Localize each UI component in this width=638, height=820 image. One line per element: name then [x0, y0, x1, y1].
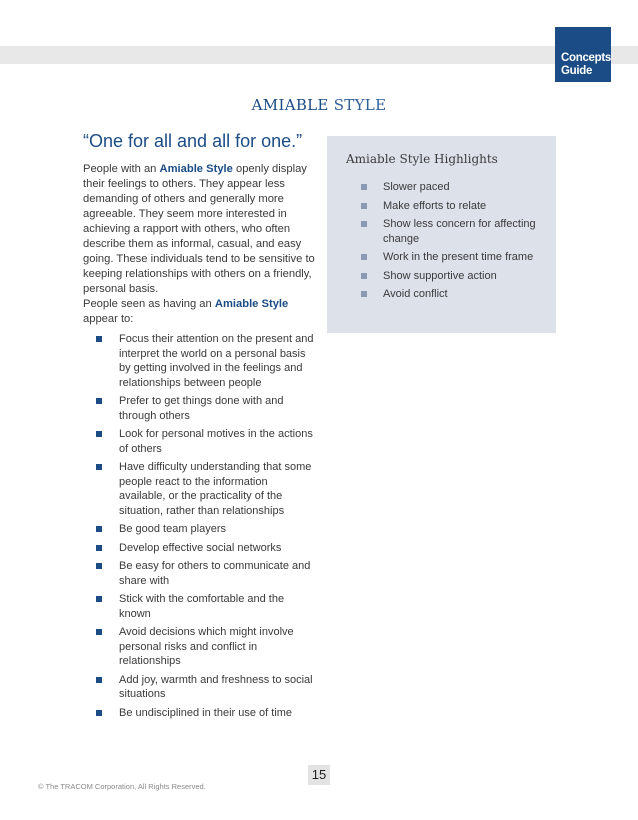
- lead-emphasis: Amiable Style: [214, 298, 289, 310]
- list-item-text: Develop effective social networks: [119, 541, 282, 554]
- list-item-text: Be good team players: [119, 523, 227, 535]
- bullet-icon: [96, 398, 102, 404]
- highlight-text: Slower paced: [383, 181, 450, 193]
- list-item: [96, 394, 316, 423]
- bullet-icon: [96, 464, 102, 470]
- page-title: [0, 96, 638, 114]
- highlight-text: Work in the present time frame: [383, 251, 534, 263]
- highlight-item: [361, 287, 546, 302]
- list-item: [96, 625, 316, 669]
- header-band: [0, 46, 638, 64]
- bullet-icon: [361, 203, 367, 209]
- quote-heading: “One for all and all for one.”: [83, 131, 303, 151]
- list-item: [96, 673, 316, 702]
- page-title-part-2: STYLE: [328, 96, 387, 114]
- highlight-text: Avoid conflict: [383, 288, 448, 300]
- bullet-icon: [96, 526, 102, 532]
- list-item: [96, 592, 316, 621]
- lead-before: People seen as having an: [83, 298, 215, 310]
- intro-emphasis: Amiable Style: [159, 163, 233, 175]
- concepts-guide-tab: [555, 27, 611, 82]
- page-title-part-1: AMIABLE: [251, 96, 329, 114]
- bullet-icon: [361, 184, 367, 190]
- list-item-text: Have difficulty understanding that some people react to the information available, or the practicality of the situation, rather than relationships: [119, 461, 312, 517]
- list-item: [96, 427, 316, 456]
- bullet-icon: [361, 221, 367, 227]
- highlights-list: [361, 180, 546, 306]
- highlights-box: [327, 136, 556, 333]
- highlight-item: [361, 199, 546, 214]
- tab-line-1: Concepts: [561, 52, 611, 64]
- highlight-text: Show supportive action: [383, 269, 497, 282]
- page-number: 15: [308, 765, 330, 785]
- list-item: [96, 559, 316, 588]
- highlight-item: [361, 217, 546, 246]
- bullet-icon: [96, 677, 102, 683]
- bullet-icon: [96, 431, 102, 437]
- bullet-icon: [96, 545, 102, 551]
- bullet-icon: [96, 336, 102, 342]
- list-item-text: Look for personal motives in the actions of others: [119, 428, 313, 455]
- lead-after: appear to:: [83, 313, 134, 325]
- list-item-text: Be undisciplined in their use of time: [119, 706, 293, 719]
- highlight-item: [361, 250, 546, 265]
- list-item: [96, 541, 316, 556]
- bullet-icon: [96, 710, 102, 716]
- bullet-icon: [361, 291, 367, 297]
- intro-after: openly display their feelings to others. They appear less demanding of others and generally more agreeable. They seem more interested in achieving a rapport with others, who often describe them as informal, casual, and easy going. These individuals tend to be sensitive to keeping relationships with others on a friendly, personal basis.: [83, 163, 315, 295]
- highlight-text: Make efforts to relate: [383, 199, 487, 212]
- traits-list: [96, 332, 316, 724]
- highlights-title: Amiable Style Highlights: [346, 152, 498, 166]
- list-item: [96, 522, 316, 537]
- highlight-item: [361, 180, 546, 195]
- list-item-text: Add joy, warmth and freshness to social situations: [119, 673, 313, 700]
- intro-before: People with an: [83, 163, 160, 175]
- list-item: [96, 460, 316, 518]
- copyright-footer: © The TRACOM Corporation, All Rights Reserved.: [38, 782, 206, 791]
- bullet-icon: [96, 563, 102, 569]
- bullet-icon: [361, 273, 367, 279]
- list-item-text: Avoid decisions which might involve personal risks and conflict in relationships: [119, 626, 294, 667]
- bullet-icon: [361, 254, 367, 260]
- bullet-icon: [96, 596, 102, 602]
- tab-line-2: Guide: [561, 65, 593, 77]
- list-item: [96, 706, 316, 721]
- list-item-text: Stick with the comfortable and the known: [119, 593, 285, 620]
- list-item-text: Prefer to get things done with and through others: [119, 395, 284, 422]
- highlight-item: [361, 269, 546, 284]
- traits-lead: [83, 297, 323, 327]
- list-item-text: Be easy for others to communicate and share with: [119, 560, 311, 587]
- intro-paragraph: [83, 162, 323, 297]
- bullet-icon: [96, 629, 102, 635]
- list-item: [96, 332, 316, 390]
- highlight-text: Show less concern for affecting change: [383, 218, 536, 245]
- list-item-text: Focus their attention on the present and interpret the world on a personal basis by getting involved in the feelings and relationships between people: [119, 333, 314, 389]
